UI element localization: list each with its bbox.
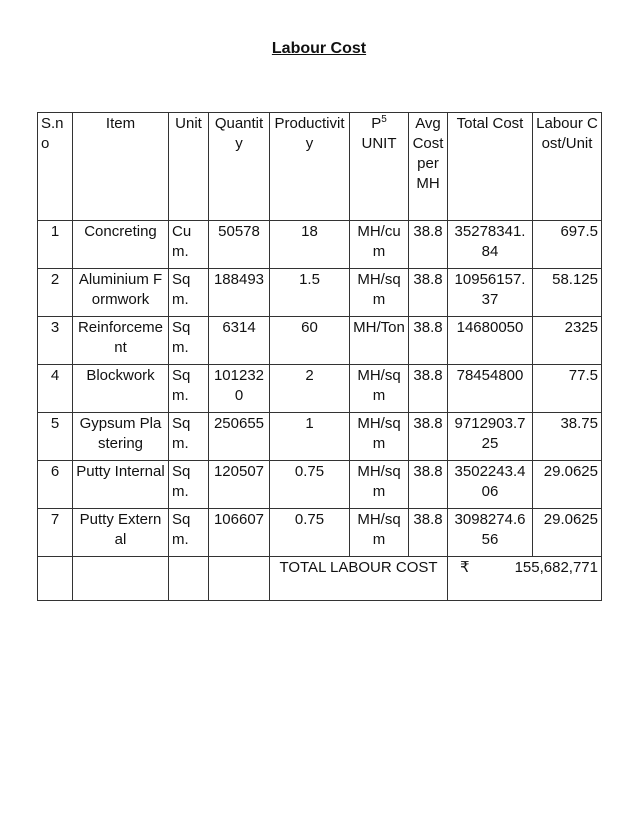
total-amount-cell (448, 557, 602, 601)
cell-sno: 4 (38, 365, 73, 413)
cell-item: Putty Internal (73, 461, 169, 509)
cell-item: Reinforcement (73, 317, 169, 365)
table-row (38, 317, 602, 365)
total-row (38, 557, 602, 601)
header-sno: S.no (38, 113, 73, 221)
header-labour-cost-unit: Labour Cost/Unit (533, 113, 602, 221)
cell-sno: 1 (38, 221, 73, 269)
total-row-empty-cell (169, 557, 209, 601)
cell-p5unit: MH/sqm (350, 461, 409, 509)
cell-p5unit: MH/sqm (350, 365, 409, 413)
cell-labour-cost-unit: 29.0625 (533, 461, 602, 509)
cell-productivity: 1 (270, 413, 350, 461)
cell-quantity: 106607 (209, 509, 270, 557)
cell-quantity: 188493 (209, 269, 270, 317)
cell-avg-cost: 38.8 (409, 221, 448, 269)
cell-quantity: 6314 (209, 317, 270, 365)
cell-avg-cost: 38.8 (409, 317, 448, 365)
cell-total-cost: 9712903.725 (448, 413, 533, 461)
cell-labour-cost-unit: 29.0625 (533, 509, 602, 557)
cell-unit: Sqm. (169, 317, 209, 365)
cell-sno: 2 (38, 269, 73, 317)
cell-p5unit: MH/sqm (350, 509, 409, 557)
page-title: Labour Cost (271, 40, 367, 57)
header-row (38, 113, 602, 221)
cell-total-cost: 14680050 (448, 317, 533, 365)
header-p5-unit-label: UNIT (361, 135, 397, 152)
cell-productivity: 1.5 (270, 269, 350, 317)
cell-unit: Sqm. (169, 413, 209, 461)
cell-total-cost: 3098274.656 (448, 509, 533, 557)
total-amount: 155,682,771 (514, 559, 598, 576)
header-unit: Unit (169, 113, 209, 221)
cell-item: Putty External (73, 509, 169, 557)
cell-labour-cost-unit: 77.5 (533, 365, 602, 413)
cell-unit: Cum. (169, 221, 209, 269)
cell-productivity: 0.75 (270, 461, 350, 509)
cell-avg-cost: 38.8 (409, 413, 448, 461)
cell-avg-cost: 38.8 (409, 365, 448, 413)
cell-item: Aluminium Formwork (73, 269, 169, 317)
cell-avg-cost: 38.8 (409, 509, 448, 557)
total-row-empty-cell (38, 557, 73, 601)
cell-labour-cost-unit: 697.5 (533, 221, 602, 269)
cell-quantity: 120507 (209, 461, 270, 509)
header-p5-unit (350, 113, 409, 221)
cell-productivity: 0.75 (270, 509, 350, 557)
cell-total-cost: 10956157.37 (448, 269, 533, 317)
header-avg-cost: Avg Cost per MH (409, 113, 448, 221)
cell-total-cost: 78454800 (448, 365, 533, 413)
table-row (38, 461, 602, 509)
header-p5-superscript: 5 (381, 114, 387, 125)
cell-p5unit: MH/cum (350, 221, 409, 269)
cell-item: Blockwork (73, 365, 169, 413)
cell-sno: 3 (38, 317, 73, 365)
cell-unit: Sqm. (169, 269, 209, 317)
cell-avg-cost: 38.8 (409, 461, 448, 509)
header-item: Item (73, 113, 169, 221)
header-p5-base: P (371, 115, 382, 132)
labour-cost-table (37, 112, 602, 601)
cell-avg-cost: 38.8 (409, 269, 448, 317)
cell-total-cost: 35278341.84 (448, 221, 533, 269)
cell-p5unit: MH/sqm (350, 413, 409, 461)
cell-quantity: 50578 (209, 221, 270, 269)
total-row-empty-cell (73, 557, 169, 601)
cell-unit: Sqm. (169, 461, 209, 509)
rupee-symbol: ₹ (460, 559, 470, 576)
cell-p5unit: MH/sqm (350, 269, 409, 317)
cell-labour-cost-unit: 38.75 (533, 413, 602, 461)
cell-p5unit: MH/Ton (350, 317, 409, 365)
cell-labour-cost-unit: 58.125 (533, 269, 602, 317)
table-row (38, 221, 602, 269)
header-productivity: Productivity (270, 113, 350, 221)
cell-labour-cost-unit: 2325 (533, 317, 602, 365)
table-row (38, 269, 602, 317)
cell-sno: 7 (38, 509, 73, 557)
cell-unit: Sqm. (169, 509, 209, 557)
table-row (38, 509, 602, 557)
cell-productivity: 18 (270, 221, 350, 269)
total-label: TOTAL LABOUR COST (270, 557, 448, 601)
cell-productivity: 2 (270, 365, 350, 413)
cell-quantity: 1012320 (209, 365, 270, 413)
cell-quantity: 250655 (209, 413, 270, 461)
cell-unit: Sqm. (169, 365, 209, 413)
table-row (38, 365, 602, 413)
total-row-empty-cell (209, 557, 270, 601)
cell-productivity: 60 (270, 317, 350, 365)
cell-sno: 5 (38, 413, 73, 461)
cell-sno: 6 (38, 461, 73, 509)
header-total-cost: Total Cost (448, 113, 533, 221)
cell-item: Concreting (73, 221, 169, 269)
header-quantity: Quantity (209, 113, 270, 221)
cell-item: Gypsum Plastering (73, 413, 169, 461)
table-row (38, 413, 602, 461)
cell-total-cost: 3502243.406 (448, 461, 533, 509)
